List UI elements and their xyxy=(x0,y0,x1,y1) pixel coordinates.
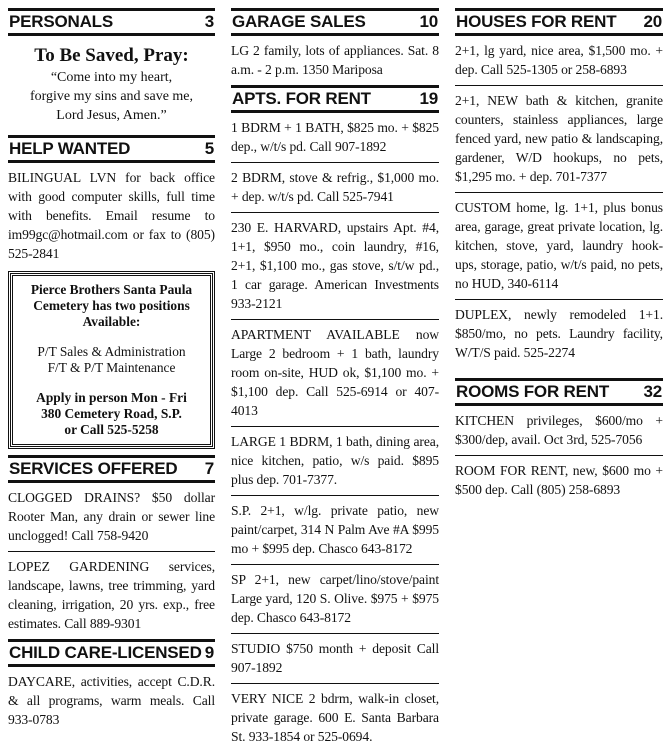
classified-ad: LOPEZ GARDENING services, landscape, lawns, tree trimming, yard cleaning, irrigation, 20 yrs. exp., free estimates. Call 889-9301 xyxy=(8,559,215,631)
classified-ad: 1 BDRM + 1 BATH, $825 mo. + $825 dep., w/t/s pd. Call 907-1892 xyxy=(231,113,439,163)
section-title: HOUSES FOR RENT xyxy=(456,12,617,31)
classified-ad: LG 2 family, lots of appliances. Sat. 8 a.m. - 2 p.m. 1350 Mariposa xyxy=(231,43,439,77)
section-title: HELP WANTED xyxy=(9,139,131,158)
section-number: 20 xyxy=(643,12,662,31)
section-header-help-wanted xyxy=(8,135,215,163)
section-title: CHILD CARE-LICENSED xyxy=(9,643,202,662)
column-left xyxy=(8,8,215,735)
box-line: or Call 525-5258 xyxy=(64,422,159,437)
section-header-houses xyxy=(455,8,663,36)
section-number: 9 xyxy=(204,643,214,662)
classified-ad: CUSTOM home, lg. 1+1, plus bonus area, garage, great private location, lg. kitchen, stove, yard, laundry hook-ups, storage, patio, w/t/s paid, no pets, no HUD, 340-6114 xyxy=(455,193,663,300)
section-title: SERVICES OFFERED xyxy=(9,459,178,478)
classified-ad: DUPLEX, newly remodeled 1+1. $850/mo, no pets. Laundry facility, W/T/S paid. 525-2274 xyxy=(455,307,663,360)
section-number: 5 xyxy=(204,139,214,158)
classified-ad: LARGE 1 BDRM, 1 bath, dining area, nice kitchen, patio, w/s paid. $895 plus dep. 701-7377. xyxy=(231,427,439,496)
prayer-line: Lord Jesus, Amen.” xyxy=(56,108,167,123)
column-middle xyxy=(231,8,439,752)
box-line: F/T & P/T Maintenance xyxy=(47,360,176,375)
box-line: P/T Sales & Administration xyxy=(37,344,186,359)
classified-ad: 2 BDRM, stove & refrig., $1,000 mo. + dep. w/t/s pd. Call 525-7941 xyxy=(231,163,439,213)
classified-ad: STUDIO $750 month + deposit Call 907-1892 xyxy=(231,634,439,684)
classified-ad: 230 E. HARVARD, upstairs Apt. #4, 1+1, $950 mo., coin laundry, #16, 2+1, $1,100 mo., gas stove, s/t/w pd., 1 car garage. American Investments 933-2121 xyxy=(231,213,439,320)
box-line: Apply in person Mon - Fri xyxy=(36,390,187,405)
classified-ad: BILINGUAL LVN for back office with good computer skills, full time with benefits. Email resume to im99gc@hotmail.com or fax to (805) 525-2841 xyxy=(8,170,215,261)
prayer-line: “Come into my heart, xyxy=(50,70,173,85)
section-header-services xyxy=(8,455,215,483)
prayer-ad xyxy=(8,36,215,135)
classified-ad: 2+1, lg yard, nice area, $1,500 mo. + dep. Call 525-1305 or 258-6893 xyxy=(455,36,663,86)
section-number: 3 xyxy=(204,12,214,31)
section-title: ROOMS FOR RENT xyxy=(456,382,610,401)
section-header-personals xyxy=(8,8,215,36)
section-header-garage-sales xyxy=(231,8,439,36)
classified-ad: VERY NICE 2 bdrm, walk-in closet, private garage. 600 E. Santa Barbara St. 933-1854 or 525-0694. xyxy=(231,691,439,744)
classified-ad: KITCHEN privileges, $600/mo + $300/dep, avail. Oct 3rd, 525-7056 xyxy=(455,406,663,456)
section-header-apts xyxy=(231,85,439,113)
box-line: Available: xyxy=(82,314,141,329)
classified-ad: 2+1, NEW bath & kitchen, granite counters, stainless appliances, large fenced yard, new patio & landscaping, gardener, W/D hookups, no pets, $1,295 mo. + dep. 701-7377 xyxy=(455,86,663,193)
prayer-line: forgive my sins and save me, xyxy=(29,89,194,104)
classified-ad: DAYCARE, activities, accept C.D.R. & all programs, warm meals. Call 933-0783 xyxy=(8,674,215,727)
prayer-title: To Be Saved, Pray: xyxy=(34,45,189,66)
section-number: 10 xyxy=(419,12,438,31)
section-number: 7 xyxy=(204,459,214,478)
classified-ad: SP 2+1, new carpet/lino/stove/paint Large yard, 120 S. Olive. $975 + $975 dep. Chasco 643-8172 xyxy=(231,565,439,634)
section-header-child-care xyxy=(8,639,215,667)
box-line: 380 Cemetery Road, S.P. xyxy=(41,406,182,421)
section-title: APTS. FOR RENT xyxy=(232,89,371,108)
classified-ad: S.P. 2+1, w/lg. private patio, new paint/carpet, 314 N Palm Ave #A $995 mo + $995 dep. Chasco 643-8172 xyxy=(231,496,439,565)
section-header-rooms xyxy=(455,378,663,406)
classified-ad: ROOM FOR RENT, new, $600 mo + $500 dep. Call (805) 258-6893 xyxy=(455,463,663,497)
box-line: Pierce Brothers Santa Paula xyxy=(30,282,193,297)
classified-ad: CLOGGED DRAINS? $50 dollar Rooter Man, any drain or sewer line unclogged! Call 758-9420 xyxy=(8,483,215,552)
section-title: GARAGE SALES xyxy=(232,12,366,31)
box-line: Cemetery has two positions xyxy=(33,298,190,313)
section-number: 19 xyxy=(419,89,438,108)
column-right xyxy=(455,8,663,505)
classified-ad: APARTMENT AVAILABLE now Large 2 bedroom + 1 bath, laundry room on-site, HUD ok, $1,100 mo. + $1,100 dep. Call 525-6914 or 407-4013 xyxy=(231,320,439,427)
section-title: PERSONALS xyxy=(9,12,113,31)
boxed-display-ad xyxy=(8,271,215,449)
section-number: 32 xyxy=(643,382,662,401)
